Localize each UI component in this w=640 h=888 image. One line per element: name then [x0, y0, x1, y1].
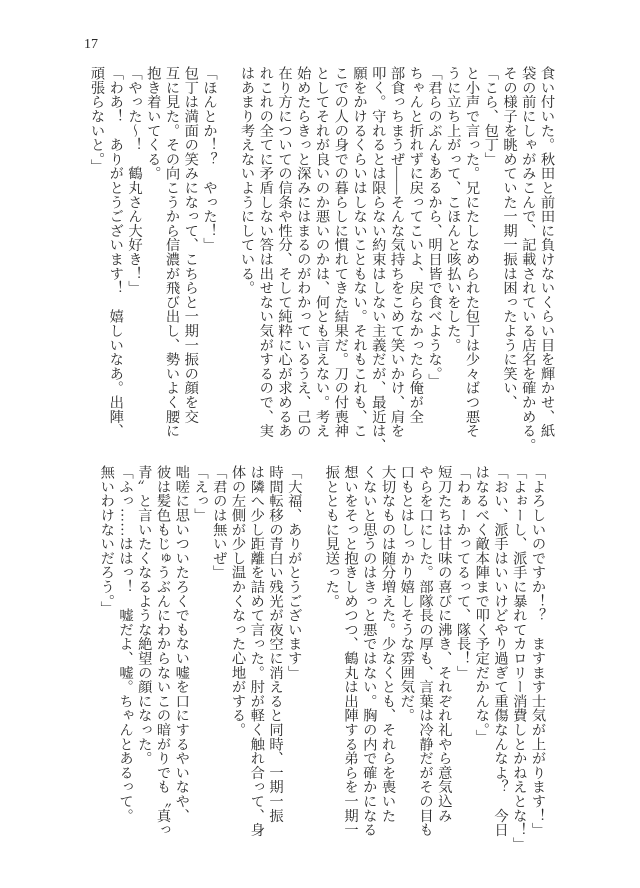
text-column: 口もとはしっかり嬉しそうな雰囲気だ。 [398, 465, 415, 723]
text-column: 「ふっ……ははっ！ 嘘だよ、嘘。ちゃんとあるって。 [117, 465, 134, 823]
blank-column [303, 465, 322, 845]
text-column: こでの人の身での暮らしに慣れてきた結果だ。刀の付喪神 [332, 66, 349, 438]
text-column: 「わあ！ ありがとうございます！ 嬉しいなあ。出陣、 [107, 66, 124, 438]
text-column: としてそれが良いのか悪いのかは、何とも言えない。考え [314, 66, 330, 438]
text-column: 「よぉーし、派手に暴れてカロリー消費しとかねえとな！」 [511, 465, 528, 852]
text-column: 想いをそっと抱きしめつつ、鶴丸は出陣する弟らを一期一 [342, 465, 359, 837]
page-number: 17 [84, 37, 98, 52]
text-column: 彼は髪色もじゅうぶんにわからないこの暗がりでも〝真っ [155, 465, 171, 837]
text-column: 部食っちまうぜ――そんな気持ちをこめて笑いかけ、肩を [389, 66, 405, 438]
text-column: 「君らのぶんもあるから、明日皆で食べような。」 [426, 66, 443, 388]
text-column: ちゃんと折れずに戻ってこいよ、戻らなかったら俺が全 [407, 66, 424, 424]
text-column: 抱き着いてくる。 [145, 66, 162, 181]
text-column: 大切なものは随分増えた。少なくとも、それらを喪いた [380, 465, 396, 823]
text-column: 「おい、派手はいいけどやり過ぎて重傷なんなよ？ 今日 [492, 465, 509, 837]
text-column: うに立ち上がって、こほんと咳払いをした。 [445, 66, 462, 352]
text-column: 時間転移の青白い残光が夜空に消えると同時、一期一振 [267, 465, 284, 823]
text-column: 「やった～！ 鶴丸さん大好き！」 [126, 66, 143, 295]
blank-column [219, 66, 238, 446]
text-column: はあまり考えないようにしている。 [239, 66, 255, 295]
text-column: と小声で言った。兄にたしなめられた包丁は少々ばつ悪そ [464, 66, 480, 438]
text-column: 無いわけないだろう。」 [98, 465, 115, 616]
text-column: 「えっ」 [192, 465, 209, 523]
text-column: 振とともに見送った。 [323, 465, 340, 608]
text-column: その様子を眺めていた一期一振は困ったように笑い、 [501, 66, 518, 410]
text-column: はなるべく敵本陣まで叩く予定だかんな。」 [473, 465, 490, 744]
text-column: 「君のは無いぜ」 [211, 465, 228, 580]
text-column: くないと思うのはきっと悪ではない。胸の内で確かになる [361, 465, 378, 837]
text-block-top [87, 66, 556, 453]
text-column: やらを口にした。部隊長の厚も、言葉は冷静だがその目も [417, 465, 434, 837]
text-column: 青〟と言いたくなるような絶望の顔になった。 [136, 465, 153, 766]
text-column: 袋の前にしゃがみこんで、記載されている店名を確かめる。 [520, 66, 537, 453]
text-column: 叩く。守れるとは限らない約束はしない主義だが、最近は、 [370, 66, 387, 453]
text-column: 食い付いた。秋田と前田に負けないくらい目を輝かせ、紙 [539, 66, 555, 438]
text-column: 始めたらきっと深みにはまるのがわかっているうえ、己の [295, 66, 312, 438]
text-column: 「こら、包丁」 [482, 66, 499, 167]
text-column: 互に見た。その向こうから信濃が飛び出し、勢いよく腰に [164, 66, 180, 438]
text-column: 頑張らないと。」 [89, 66, 105, 174]
text-column: 在り方についての信条や性分、そして純粋に心が求めるあ [276, 66, 293, 438]
text-column: 短刀たちは甘味の喜びに沸き、それぞれ礼やら意気込み [436, 465, 453, 823]
text-column: は隣へ少し距離を詰めて言った。肘が軽く触れ合って、身 [248, 465, 265, 837]
text-column: 願をかけるくらいはしないこともない。それもこれも、こ [351, 66, 368, 438]
text-column: 「よろしいのですか！？ ますます士気が上がります！」 [530, 465, 546, 837]
text-column: 包丁は満面の笑みになって、こちらと一期一振の顔を交 [182, 66, 199, 424]
text-column: 体の左側が少し温かくなった心地がする。 [230, 465, 246, 737]
text-column: 咄嗟に思いついたろくでもない嘘を口にするやいなや、 [173, 465, 190, 823]
text-block-bottom [97, 465, 547, 852]
text-column: 「大福、ありがとうございます」 [286, 465, 303, 680]
text-column: 「ほんとか！？ やった！」 [201, 66, 218, 252]
text-column: れこれの全てに矛盾しない答は出せない気がするので、実 [257, 66, 274, 438]
text-column: 「わぁーかってるって、隊長！」 [455, 465, 471, 680]
